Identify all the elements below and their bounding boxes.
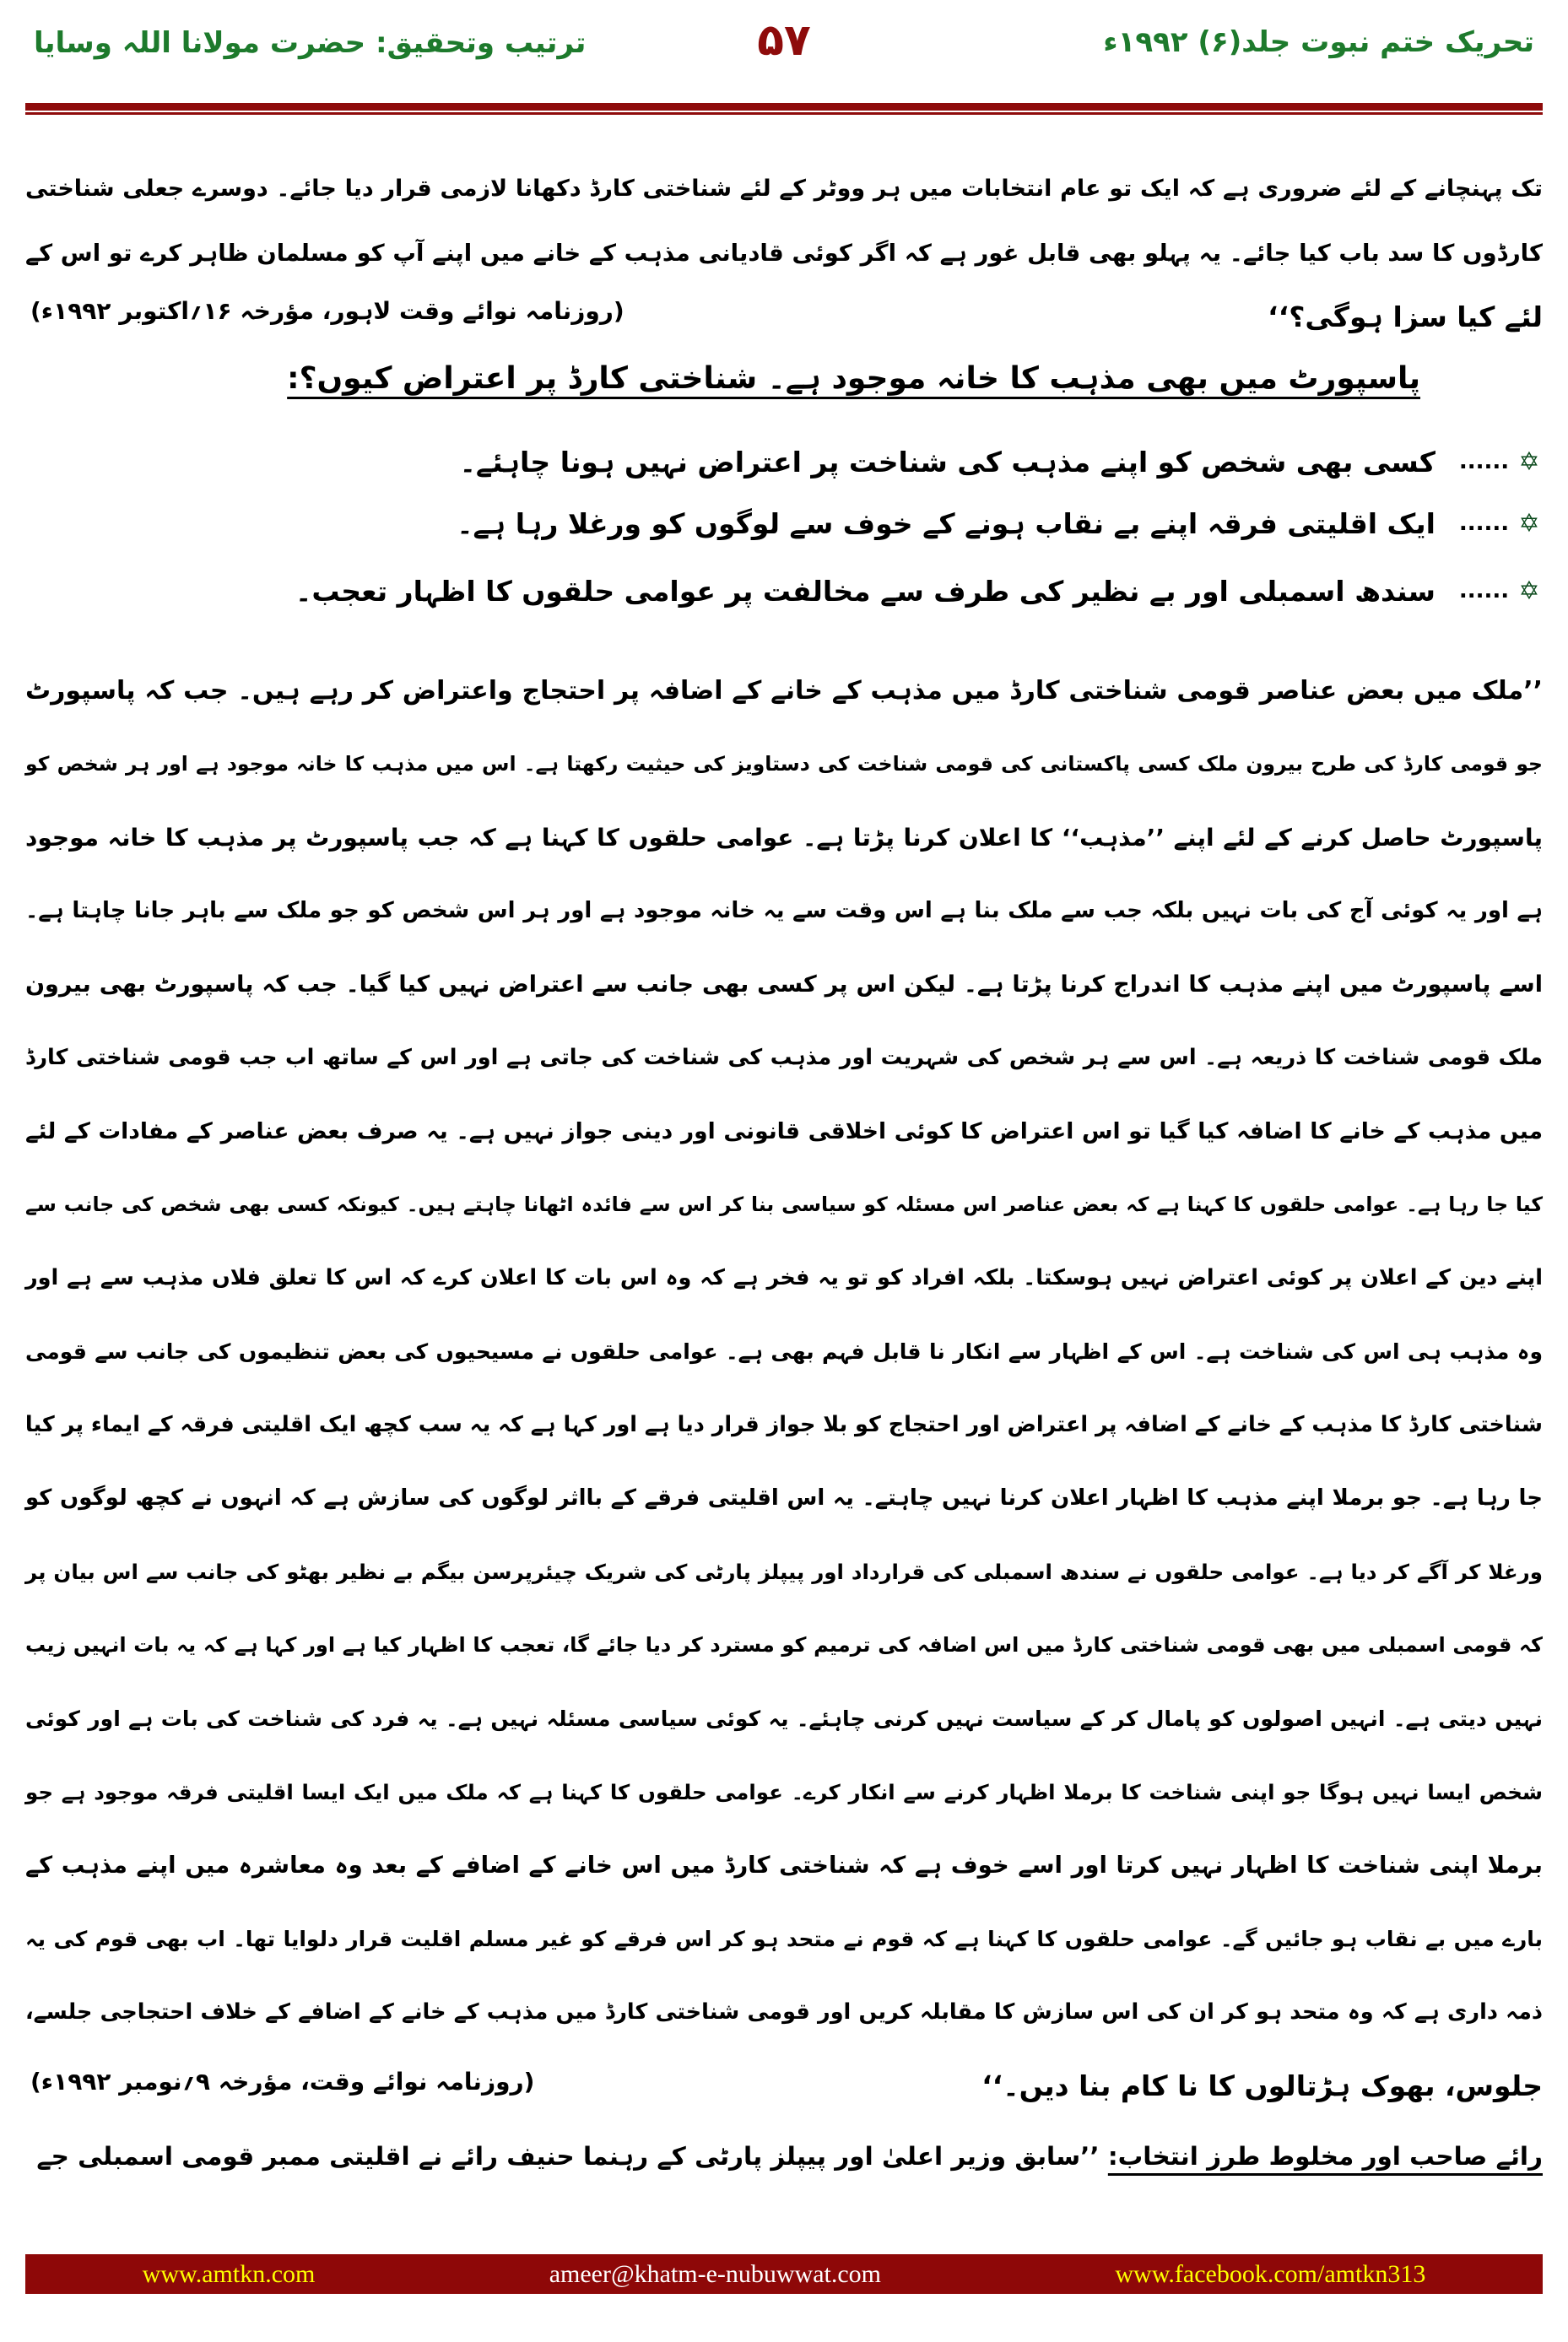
star-icon: ✡ [1518, 576, 1540, 606]
bullet-leader: ...... [1458, 578, 1510, 603]
footer-facebook-link[interactable]: www.facebook.com/amtkn313 [1115, 2259, 1426, 2288]
text-line: جلوس، بھوک ہڑتالوں کا نا کام بنا دیں۔‘‘ [981, 2069, 1543, 2102]
next-section-text-wrap [36, 2142, 1543, 2171]
bullet-item [25, 432, 1543, 491]
article-citation: (روزنامہ نوائے وقت، مؤرخہ ۹؍نومبر ۱۹۹۲ء) [30, 2068, 535, 2096]
text-line: نہیں دیتی ہے۔ انہیں اصولوں کو پامال کر کے سیاست نہیں کرنی چاہئے۔ یہ کوئی سیاسی مسئلہ نہیں ہے۔ یہ فرد کی شناخت کی بات ہے اور کوئی [25, 1706, 1543, 1731]
text-line: کارڈوں کا سد باب کیا جائے۔ یہ پہلو بھی قابل غور ہے کہ اگر کوئی قادیانی مذہب کے خانے میں اپنے آپ کو مسلمان ظاہر کرے تو اس کے [25, 240, 1543, 267]
text-line: کیا جا رہا ہے۔ عوامی حلقوں کا کہنا ہے کہ بعض عناصر اس مسئلہ کو سیاسی بنا کر اس سے فائدہ اٹھانا چاہتے ہیں۔ کیونکہ کسی بھی شخص کی جانب سے [25, 1193, 1543, 1216]
text-line: بارے میں بے نقاب ہو جائیں گے۔ عوامی حلقوں کا کہنا ہے کہ قوم نے متحد ہو کر اس فرقے کو غیر مسلم اقلیت قرار دلوایا تھا۔ اب بھی قوم کی یہ [25, 1927, 1543, 1951]
book-title: تحریک ختم نبوت جلد(۶) ۱۹۹۲ء [1103, 25, 1534, 59]
text-line: پاسپورٹ حاصل کرنے کے لئے اپنے ’’مذہب‘‘ کا اعلان کرنا پڑتا ہے۔ عوامی حلقوں کا کہنا ہے کہ جب پاسپورٹ پر مذہب کا خانہ موجود [25, 824, 1543, 852]
text-line: برملا اپنی شناخت کا اظہار نہیں کرتا اور اسے خوف ہے کہ شناختی کارڈ میں اس خانے کے اضافے کے بعد وہ معاشرہ میں اپنے مذہب کے [25, 1852, 1543, 1879]
compiler-credit: ترتیب وتحقیق: حضرت مولانا اللہ وسایا [34, 26, 587, 60]
text-line: وہ مذہب ہی اس کی شناخت ہے۔ اس کے اظہار سے انکار نا قابل فہم بھی ہے۔ عوامی حلقوں نے مسیحیوں کی بعض تنظیموں کی جانب سے قومی [25, 1339, 1543, 1364]
bullet-text: سندھ اسمبلی اور بے نظیر کی طرف سے مخالفت پر عوامی حلقوں کا اظہار تعجب۔ [295, 574, 1436, 608]
text-line: ہے اور یہ کوئی آج کی بات نہیں بلکہ جب سے ملک بنا ہے اس وقت سے یہ خانہ موجود ہے اور ہر اس شخص کو جو ملک سے باہر جانا چاہتا ہے۔ [25, 898, 1543, 923]
star-icon: ✡ [1518, 508, 1540, 538]
next-section-text: ’’سابق وزیر اعلیٰ اور پیپلز پارٹی کے رہنما حنیف رائے نے اقلیتی ممبر قومی اسمبلی جے [36, 2142, 1100, 2171]
text-line: کہ قومی اسمبلی میں بھی قومی شناختی کارڈ میں اس اضافہ کی ترمیم کو مسترد کر دیا جائے گا، تعجب کا اظہار کیا ہے اور کہا ہے کہ یہ بات انہیں زیب [25, 1633, 1543, 1657]
text-line: اسے پاسپورٹ میں اپنے مذہب کا اندراج کرنا پڑتا ہے۔ لیکن اس پر کسی بھی جانب سے اعتراض نہیں کیا گیا۔ جب کہ پاسپورٹ بھی بیرون [25, 971, 1543, 998]
text-line: ذمہ داری ہے کہ وہ متحد ہو کر ان کی اس سازش کا مقابلہ کریں اور قومی شناختی کارڈ میں مذہب کے خانے کے اضافے کے خلاف احتجاجی جلسے، [25, 1999, 1543, 2025]
footer-bar [25, 2254, 1543, 2294]
text-line: ملک قومی شناخت کا ذریعہ ہے۔ اس سے ہر شخص کی شہریت اور مذہب کی شناخت کی جاتی ہے اور اس کے ساتھ اب جب قومی شناختی کارڈ [25, 1045, 1543, 1070]
bullet-item [25, 494, 1543, 553]
next-section-line [25, 2123, 1543, 2190]
text-line: ورغلا کر آگے کر دیا ہے۔ عوامی حلقوں نے سندھ اسمبلی کی قرارداد اور پیپلز پارٹی کی شریک چیئرپرسن بیگم بے نظیر بھٹو کی جانب سے اس بیان پر [25, 1560, 1543, 1584]
header-rule-thin [25, 112, 1543, 115]
star-icon: ✡ [1518, 446, 1540, 477]
next-section-heading: رائے صاحب اور مخلوط طرز انتخاب: [1107, 2142, 1543, 2171]
text-line: اپنے دین کے اعلان پر کوئی اعتراض نہیں ہوسکتا۔ بلکہ افراد کو تو یہ فخر ہے کہ وہ اس بات کا اعلان کرے کہ اس کا تعلق فلاں مذہب سے ہے اور [25, 1265, 1543, 1290]
footer-email-link[interactable]: ameer@khatm-e-nubuwwat.com [549, 2259, 882, 2288]
intro-citation: (روزنامہ نوائے وقت لاہور، مؤرخہ ۱۶؍اکتوبر ۱۹۹۲ء) [30, 297, 624, 325]
text-line: لئے کیا سزا ہوگی؟‘‘ [1268, 300, 1543, 333]
text-line: میں مذہب کے خانے کا اضافہ کیا گیا تو اس اعتراض کا کوئی اخلاقی قانونی اور دینی جواز نہیں ہے۔ یہ صرف بعض عناصر کے مفادات کے لئے [25, 1118, 1543, 1144]
text-line: جا رہا ہے۔ جو برملا اپنے مذہب کا اظہار اعلان کرنا نہیں چاہتے۔ یہ اس اقلیتی فرقے کے بااثر لوگوں کی سازش ہے کہ انہوں نے کچھ لوگوں کو [25, 1485, 1543, 1511]
text-line: تک پہنچانے کے لئے ضروری ہے کہ ایک تو عام انتخابات میں ہر ووٹر کے لئے شناختی کارڈ دکھانا لازمی قرار دیا جائے۔ دوسرے جعلی شناختی [25, 176, 1543, 202]
header-rule-thick [25, 103, 1543, 111]
text-line: جو قومی کارڈ کی طرح بیرون ملک کسی پاکستانی کی قومی شناخت کی دستاویز کی حیثیت رکھتا ہے۔ اس میں مذہب کا خانہ موجود ہے اور ہر شخص کو [25, 752, 1543, 776]
footer-website-link[interactable]: www.amtkn.com [142, 2259, 316, 2288]
bullet-item [25, 561, 1543, 620]
section-heading: پاسپورٹ میں بھی مذہب کا خانہ موجود ہے۔ شناختی کارڈ پر اعتراض کیوں؟: [287, 361, 1420, 396]
bullet-text: کسی بھی شخص کو اپنے مذہب کی شناخت پر اعتراض نہیں ہونا چاہئے۔ [459, 445, 1436, 479]
text-line: شخص ایسا نہیں ہوگا جو اپنی شناخت کا برملا اظہار کرنے سے انکار کرے۔ عوامی حلقوں کا کہنا ہے کہ ملک میں ایک ایسا اقلیتی فرقہ موجود ہے جو [25, 1780, 1543, 1804]
page-number: ۵۷ [757, 15, 811, 66]
bullet-leader: ...... [1458, 449, 1510, 474]
text-line: شناختی کارڈ کا مذہب کے خانے کے اضافہ پر اعتراض اور احتجاج کو بلا جواز قرار دیا ہے اور کہا ہے کہ یہ سب کچھ ایک اقلیتی فرقہ کے ایماء پر کیا [24, 1412, 1543, 1437]
bullet-leader: ...... [1458, 511, 1510, 536]
bullet-text: ایک اقلیتی فرقہ اپنے بے نقاب ہونے کے خوف سے لوگوں کو ورغلا رہا ہے۔ [457, 506, 1436, 540]
text-line: ’’ملک میں بعض عناصر قومی شناختی کارڈ میں مذہب کے خانے کے اضافہ پر احتجاج واعتراض کر رہے ہیں۔ جب کہ پاسپورٹ [25, 676, 1543, 706]
